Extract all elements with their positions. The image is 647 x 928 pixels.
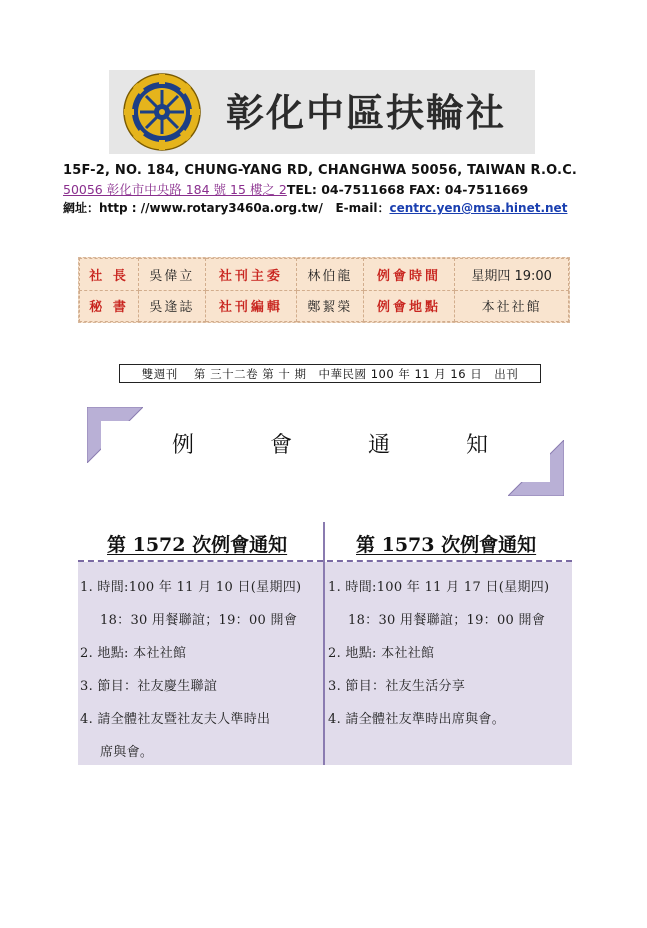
- heading-char: 知: [465, 433, 488, 458]
- officer-value: 星期四 19:00: [455, 259, 569, 291]
- officer-label: 秘 書: [80, 290, 139, 322]
- list-item: 18：30 用餐聯誼；19：00 開會: [100, 613, 298, 628]
- meeting-1573-items: [328, 571, 568, 736]
- rotary-wheel-logo: [110, 72, 214, 152]
- meeting-1572-items: [80, 571, 320, 769]
- officer-value: 吳逢誌: [139, 290, 205, 322]
- officer-label: 例會時間: [363, 259, 455, 291]
- officers-table: [78, 257, 570, 323]
- officer-value: 鄭絜榮: [297, 290, 363, 322]
- officer-value: 林伯龍: [297, 259, 363, 291]
- list-item: 18：30 用餐聯誼；19：00 開會: [348, 613, 546, 628]
- address-english: 15F-2, NO. 184, CHUNG-YANG RD, CHANGHWA 50056, TAIWAN R.O.C.: [63, 163, 578, 178]
- club-name: 彰化中區扶輪社: [226, 90, 507, 135]
- heading-char: 通: [367, 433, 390, 458]
- meeting-1573-title: 第 1573 次例會通知: [356, 534, 537, 556]
- publication-info: 雙週刊 第 三十二卷 第 十 期 中華民國 100 年 11 月 16 日 出刊: [119, 364, 541, 383]
- list-item: 2. 地點: 本社社館: [328, 646, 435, 661]
- corner-ornament-icon: [508, 440, 564, 496]
- address-line-2: [63, 180, 528, 198]
- list-item: 1. 時間:100 年 11 月 17 日(星期四): [328, 580, 550, 595]
- heading-char: 例: [171, 433, 194, 458]
- officer-label: 社 長: [80, 259, 139, 291]
- heading-char: 會: [269, 433, 292, 458]
- officer-value: 吳偉立: [139, 259, 205, 291]
- address-chinese[interactable]: 50056 彰化市中央路 184 號 15 樓之 2: [63, 182, 287, 197]
- email-label: E-mail：: [335, 201, 390, 215]
- list-item: 3. 節目：社友生活分享: [328, 679, 466, 694]
- officers-row-2: [80, 290, 569, 322]
- officer-value: 本社社館: [455, 290, 569, 322]
- tel-fax: TEL: 04-7511668 FAX: 04-7511669: [286, 182, 529, 197]
- officer-label: 社刊主委: [205, 259, 297, 291]
- dashed-divider: [78, 560, 572, 562]
- list-item: 3. 節目：社友慶生聯誼: [80, 679, 218, 694]
- meeting-1572-title: 第 1572 次例會通知: [107, 534, 288, 556]
- meeting-notice-heading: [140, 428, 520, 459]
- website-label[interactable]: 網址：http : //www.rotary3460a.org.tw/: [63, 201, 323, 215]
- column-divider: [323, 522, 325, 765]
- address-line-3: [63, 199, 567, 216]
- officers-row-1: [80, 259, 569, 291]
- email-link[interactable]: centrc.yen@msa.hinet.net: [389, 201, 568, 215]
- list-item: 1. 時間:100 年 11 月 10 日(星期四): [80, 580, 302, 595]
- list-item: 席與會。: [100, 745, 154, 760]
- corner-ornament-icon: [87, 407, 143, 463]
- list-item: 4. 請全體社友暨社友夫人準時出: [80, 712, 271, 727]
- officer-label: 社刊編輯: [205, 290, 297, 322]
- list-item: 4. 請全體社友準時出席與會。: [328, 712, 506, 727]
- officer-label: 例會地點: [363, 290, 455, 322]
- list-item: 2. 地點: 本社社館: [80, 646, 187, 661]
